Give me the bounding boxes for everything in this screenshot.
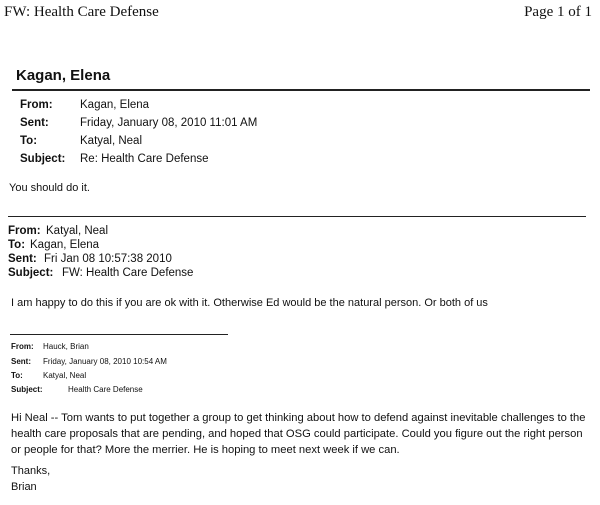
msg1-sent-label: Sent: (20, 117, 49, 129)
msg2-subject-label: Subject: (8, 267, 54, 279)
msg2-body: I am happy to do this if you are ok with it. Otherwise Ed would be the natural person. Or both of us (11, 297, 488, 309)
msg2-from-value: Katyal, Neal (46, 225, 109, 237)
msg3-to-value: Katyal, Neal (43, 371, 87, 380)
document-title: FW: Health Care Defense (4, 4, 159, 20)
msg2-to-value: Kagan, Elena (30, 239, 100, 251)
msg1-separator (8, 216, 586, 217)
msg1-from-value: Kagan, Elena (80, 99, 150, 111)
msg2-sent-label: Sent: (8, 253, 37, 265)
msg3-signature: Brian (11, 481, 37, 493)
msg2-from-label: From: (8, 225, 41, 237)
msg1-to-label: To: (20, 135, 38, 147)
msg3-from-value: Hauck, Brian (43, 342, 89, 351)
msg3-body: Hi Neal -- Tom wants to put together a group to get thinking about how to defend against inevitable challenges to the health care proposals that are pending, and hoped that OSG could participate. Could you figure out the right person or people for that? More the merrier. He is hoping to meet next week if we can. (11, 412, 586, 456)
msg1-subject-label: Subject: (20, 153, 66, 165)
msg3-closing: Thanks, (11, 465, 51, 477)
sender-heading: Kagan, Elena (16, 67, 111, 84)
msg1-subject-value: Re: Health Care Defense (80, 153, 209, 165)
msg2-to-label: To: (8, 239, 26, 251)
msg3-from-label: From: (11, 342, 34, 351)
msg3-subject-label: Subject: (11, 385, 43, 394)
msg3-sent-label: Sent: (11, 357, 31, 366)
msg2-sent-value: Fri Jan 08 10:57:38 2010 (44, 253, 172, 265)
msg3-to-label: To: (11, 371, 23, 380)
msg3-subject-value: Health Care Defense (68, 385, 143, 394)
msg2-separator (10, 334, 228, 335)
msg1-sent-value: Friday, January 08, 2010 11:01 AM (80, 117, 258, 129)
msg1-to-value: Katyal, Neal (80, 135, 143, 147)
msg2-subject-value: FW: Health Care Defense (62, 267, 194, 279)
msg1-body: You should do it. (9, 182, 90, 194)
page-number: Page 1 of 1 (524, 4, 592, 20)
sender-heading-rule (12, 89, 590, 91)
msg1-from-label: From: (20, 99, 53, 111)
msg3-sent-value: Friday, January 08, 2010 10:54 AM (43, 357, 167, 366)
